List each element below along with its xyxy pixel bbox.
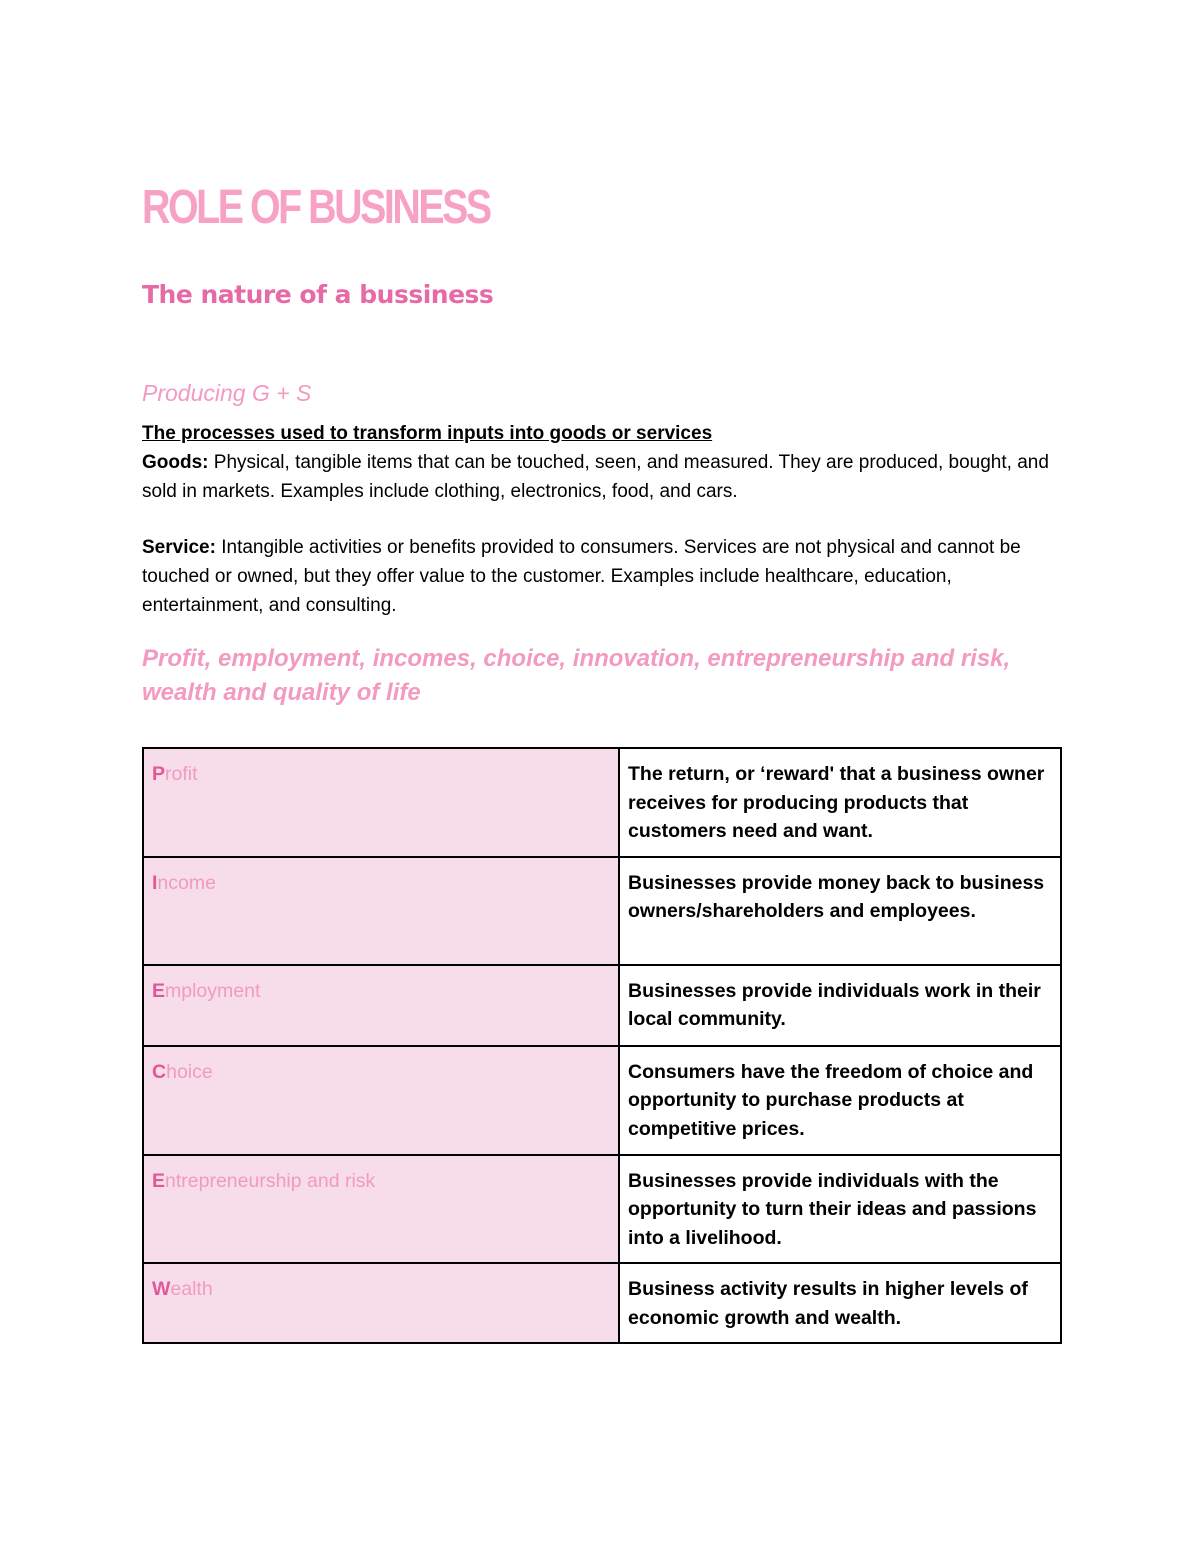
- goods-label: Goods:: [142, 452, 209, 473]
- term-initial: P: [152, 763, 166, 785]
- table-row: [143, 1155, 1061, 1264]
- term-rest: ncome: [157, 871, 216, 894]
- table-row: [143, 748, 1061, 857]
- document-title: ROLE OF BUSINESS: [142, 181, 490, 234]
- producing-heading: Producing G + S: [142, 380, 312, 406]
- table-row: [143, 1263, 1061, 1343]
- service-paragraph: [142, 533, 1062, 620]
- description-cell: Businesses provide individuals work in their local community.: [619, 965, 1061, 1046]
- service-text: Intangible activities or benefits provided to consumers. Services are not physical and cannot be touched or owned, but they offer value to the customer. Examples include healthcare, education, entertainment, and consulting.: [142, 537, 1021, 616]
- table-row: [143, 1046, 1061, 1155]
- table-row: [143, 965, 1061, 1046]
- term-initial: E: [152, 1169, 166, 1192]
- term-rest: hoice: [166, 1060, 213, 1083]
- description-cell: Businesses provide money back to business owners/shareholders and employees.: [619, 857, 1061, 965]
- term-initial: E: [152, 979, 166, 1002]
- term-rest: ealth: [170, 1278, 213, 1300]
- processes-heading: The processes used to transform inputs into goods or services: [142, 423, 713, 444]
- description-cell: Business activity results in higher levels of economic growth and wealth.: [619, 1263, 1061, 1343]
- description-cell: Businesses provide individuals with the opportunity to turn their ideas and passions into a livelihood.: [619, 1155, 1061, 1264]
- term-cell: [143, 748, 619, 857]
- service-label: Service:: [142, 537, 216, 558]
- term-initial: C: [152, 1060, 167, 1083]
- term-rest: ntrepreneurship and risk: [165, 1169, 376, 1192]
- term-cell: [143, 1263, 619, 1343]
- roles-table: [142, 747, 1062, 1344]
- description-cell: Consumers have the freedom of choice and opportunity to purchase products at competitive prices.: [619, 1046, 1061, 1155]
- term-initial: I: [152, 871, 158, 894]
- term-rest: rofit: [165, 763, 198, 785]
- term-rest: mployment: [165, 979, 261, 1002]
- term-initial: W: [152, 1278, 171, 1300]
- table-row: [143, 857, 1061, 965]
- term-cell: [143, 857, 619, 965]
- goods-paragraph: [142, 448, 1062, 506]
- goods-text: Physical, tangible items that can be touched, seen, and measured. They are produced, bought, and sold in markets. Examples include clothing, electronics, food, and cars.: [142, 452, 1049, 502]
- document-subtitle: The nature of a bussiness: [142, 280, 494, 309]
- term-cell: [143, 1155, 619, 1264]
- term-cell: [143, 965, 619, 1046]
- term-cell: [143, 1046, 619, 1155]
- description-cell: The return, or ‘reward' that a business owner receives for producing products that customers need and want.: [619, 748, 1061, 857]
- profit-heading: Profit, employment, incomes, choice, innovation, entrepreneurship and risk, wealth and quality of life: [142, 645, 1011, 706]
